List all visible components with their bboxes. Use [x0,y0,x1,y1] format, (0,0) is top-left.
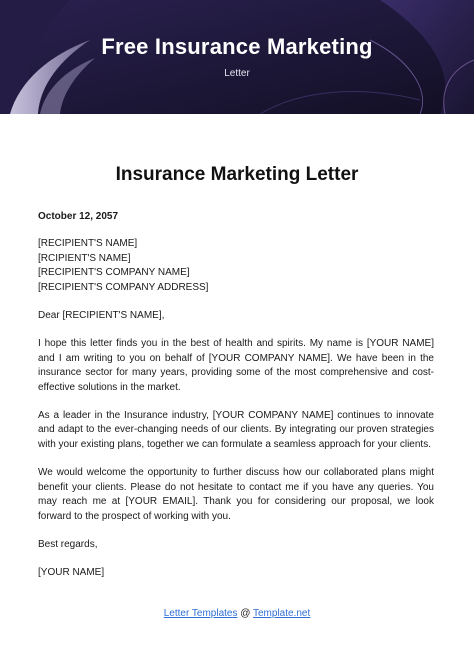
closing: Best regards, [38,538,98,550]
letter-templates-link[interactable]: Letter Templates [163,608,238,619]
footer-separator: @ [237,608,253,619]
body-paragraph: We would welcome the opportunity to further discuss how our collaborated plans might benefit your clients. Please do not hesitate to contact me if you have any queries. You may reach me at [YOUR EMAIL]. Thank you for considering our proposal, we look forward to the prospect of working with you. [38,467,434,522]
template-net-link[interactable]: Template.net [253,608,311,619]
document-title: Insurance Marketing Letter [115,164,359,185]
body-paragraph: As a leader in the Insurance industry, [YOUR COMPANY NAME] continues to innovate and adapt to the ever-changing needs of our clients. By integrating our proven strategies with your existing plans, together we can formulate a seamless approach for your clients. [38,410,434,450]
salutation: Dear [RECIPIENT'S NAME], [38,310,165,322]
letter-body [38,210,434,581]
recipient-line: [RCIPIENT'S NAME] [38,252,131,264]
recipient-block [38,237,434,295]
footer [0,608,474,619]
header-banner [0,0,474,114]
banner-title: Free Insurance Marketing [101,34,373,59]
body-paragraph: I hope this letter finds you in the best of health and spirits. My name is [YOUR NAME] and I am writing to you on behalf of [YOUR COMPANY NAME]. We have been in the insurance sector for many years, providing some of the most comprehensive and cost-effective solutions in the market. [38,338,434,393]
recipient-line: [RECIPIENT'S COMPANY ADDRESS] [38,281,209,293]
banner-subtitle: Letter [224,68,250,79]
letter-date: October 12, 2057 [38,211,119,222]
signature: [YOUR NAME] [38,567,105,579]
recipient-line: [RECIPIENT'S COMPANY NAME] [38,267,190,279]
recipient-line: [RECIPIENT'S NAME] [38,238,138,250]
